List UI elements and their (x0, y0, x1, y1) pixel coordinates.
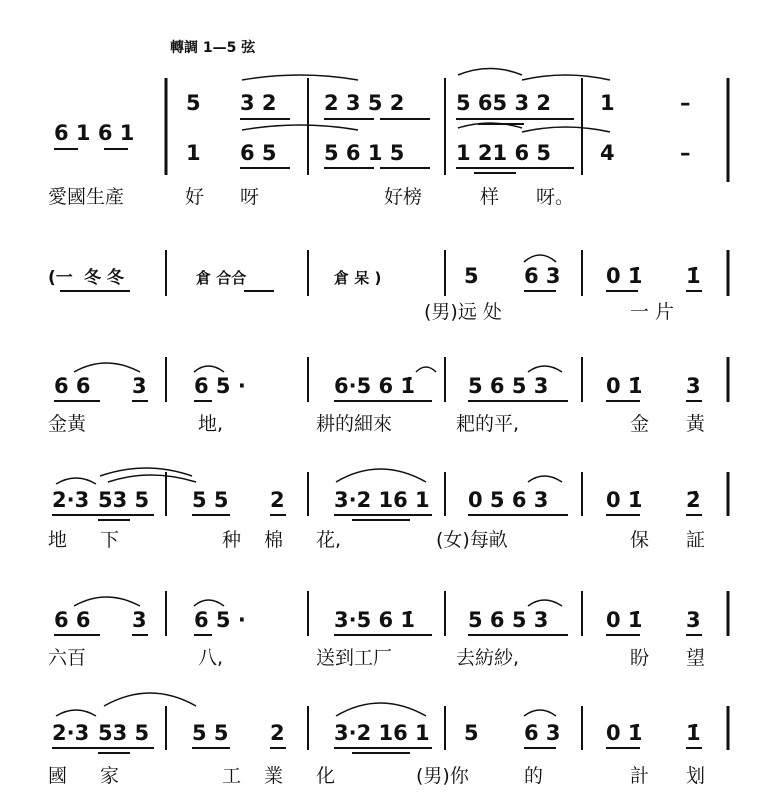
lyric-text: 一 片 (630, 301, 675, 323)
note-group: 2̇ (686, 488, 701, 512)
note-group: 6 5 · (194, 374, 246, 398)
note-group: 3·2 16 1 (334, 721, 430, 745)
lyric-text: 耙的平, (456, 413, 520, 435)
lyric-text: 下 (100, 529, 120, 551)
lyric-text: 工 (222, 765, 242, 787)
note-group: – (680, 91, 691, 115)
note-group: 1 (600, 91, 615, 115)
lyric-text: 証 (686, 529, 706, 551)
note-group: 6 5 (240, 141, 277, 165)
note-group: 3 (686, 608, 701, 632)
note-group: 5 5 (192, 488, 229, 512)
note-group: 1 21 6 5 (456, 141, 551, 165)
pickup-notes: 6 1 6 1 (54, 121, 135, 145)
lyric-text: (男)远 处 (424, 301, 502, 323)
note-group: 冬 冬 (84, 268, 124, 288)
lyric-text: 業 (264, 765, 284, 787)
lyric-text: 好榜 (384, 186, 423, 208)
system-1 (48, 69, 728, 209)
note-group: 6 6 (54, 374, 91, 398)
note-group: 3 2 (240, 91, 277, 115)
note-group: 6 6 (54, 608, 91, 632)
lyric-text: 花, (316, 529, 342, 551)
lyric-text: 好 (185, 186, 205, 208)
note-group: 6·5 6 1̇ (334, 374, 416, 398)
note-group: 53 5 (98, 488, 150, 512)
lyric-text: 耕的細來 (316, 413, 393, 435)
system-3 (48, 357, 728, 435)
note-group: 6 3 (524, 721, 561, 745)
note-group: 0 1̇ (606, 374, 643, 398)
lyric-text: 望 (686, 647, 706, 669)
key-change-annotation: 轉調 1—5 弦 (170, 40, 256, 56)
note-group: 倉 合合 (196, 269, 247, 287)
note-group: 倉 呆 ) (334, 269, 382, 287)
note-group: 2 (270, 488, 285, 512)
note-group: 3 (686, 374, 701, 398)
note-group: 2 3 5 2 (324, 91, 405, 115)
note-group: 5 (464, 721, 479, 745)
note-group: 0 1̇ (606, 488, 643, 512)
lyric-text: 棉 (264, 529, 284, 551)
system-5 (48, 591, 728, 669)
lyric-text: 划 (686, 765, 706, 787)
lyric-text: 地 (48, 529, 68, 551)
note-group: 3·5 6 1̇ (334, 608, 416, 632)
note-group: 6 5 · (194, 608, 246, 632)
lyric-text: (女)每畝 (436, 529, 508, 551)
note-group: 5 (186, 91, 201, 115)
note-group: 2·3 (52, 721, 90, 745)
lyric-text: 八, (198, 647, 224, 669)
lyric-text: 的 (524, 765, 544, 787)
note-group: 1̇ (686, 264, 701, 288)
note-group: 2 (270, 721, 285, 745)
lyric-text: 呀。 (536, 186, 575, 208)
lyric-text: (男)你 (416, 765, 469, 787)
note-group: 5 65 3 2 (456, 91, 551, 115)
lyric-text: 盼 (630, 647, 650, 669)
note-group: 0 1̇ (606, 264, 643, 288)
note-group: 3 (132, 608, 147, 632)
note-group: 5 6 1 5 (324, 141, 405, 165)
lyric-text: 金黃 (48, 413, 87, 435)
note-group: 0 1̇ (606, 608, 643, 632)
note-group: 2·3 (52, 488, 90, 512)
lyric-text: 化 (316, 765, 336, 787)
lyric-text: 送到工厂 (316, 647, 393, 669)
lyric-text: 呀 (240, 186, 260, 208)
system-4 (48, 468, 728, 551)
system-2 (48, 250, 728, 323)
lyric-text: 愛國生產 (48, 186, 125, 208)
lyric-text: 种 (222, 529, 242, 551)
note-group: 6 3 (524, 264, 561, 288)
note-group: 53 5 (98, 721, 150, 745)
note-group: 5 6 5 3 (468, 608, 549, 632)
note-group: 5 5 (192, 721, 229, 745)
note-group: 1̇ (686, 721, 701, 745)
system-6 (48, 693, 728, 787)
lyric-text: 保 (630, 529, 650, 551)
note-group: 0 1̇ (606, 721, 643, 745)
note-group: 4 (600, 141, 615, 165)
lyric-text: 國 (48, 765, 68, 787)
note-group: – (680, 141, 691, 165)
lyric-text: 黃 (686, 413, 706, 435)
note-group: 1 (186, 141, 201, 165)
note-group: 3 (132, 374, 147, 398)
lyric-text: 地, (198, 413, 224, 435)
lyric-text: 六百 (48, 647, 87, 669)
lyric-text: 去紡紗, (456, 647, 520, 669)
note-group: (一 (48, 268, 73, 288)
note-group: 0 5 6 3 (468, 488, 549, 512)
lyric-text: 样 (480, 186, 500, 208)
lyric-text: 金 (630, 413, 650, 435)
note-group: 5 6 5 3 (468, 374, 549, 398)
lyric-text: 家 (100, 765, 120, 787)
note-group: 5 (464, 264, 479, 288)
note-group: 3·2 16 1 (334, 488, 430, 512)
lyric-text: 計 (630, 765, 650, 787)
